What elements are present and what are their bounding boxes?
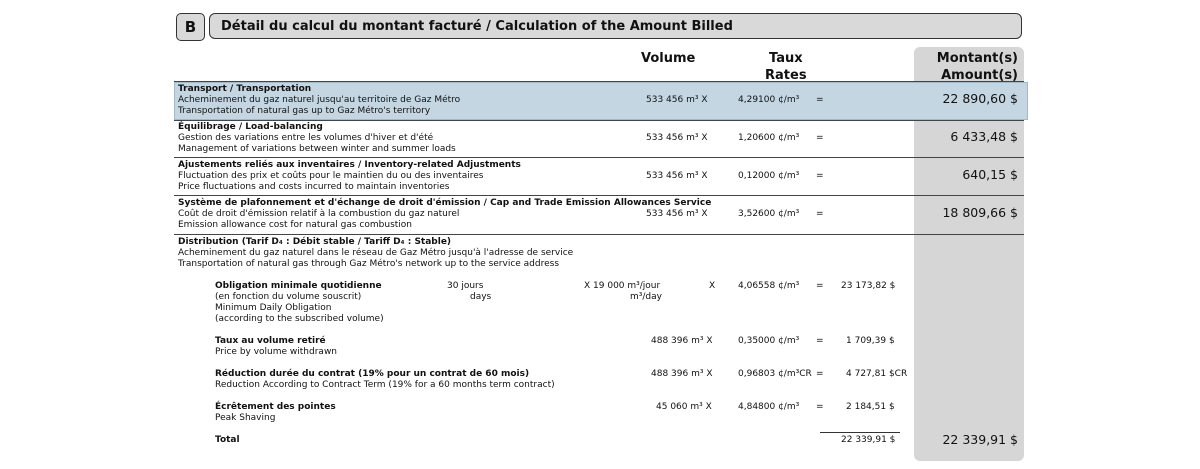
subtotal-rule (820, 432, 900, 433)
row-desc-fr: Coût de droit d'émission relatif à la combustion du gaz naturel (178, 209, 460, 219)
col-header-amount: Amount(s) (941, 68, 1018, 83)
col-header-volume: Volume (641, 51, 696, 66)
row-amount: 6 433,48 $ (950, 129, 1018, 144)
row-amount: 22 890,60 $ (942, 91, 1018, 106)
obligation-subtotal: 23 173,82 $ (841, 281, 896, 291)
divider (174, 120, 1024, 121)
item-desc: Price by volume withdrawn (215, 347, 338, 357)
item-rate: 4,84800 ¢/m³ (738, 402, 800, 412)
row-desc-en: Transportation of natural gas up to Gaz Métro's territory (178, 106, 431, 116)
obligation-desc: (according to the subscribed volume) (215, 314, 384, 324)
item-rate: 0,35000 ¢/m³ (738, 336, 800, 346)
item-title: Réduction durée du contrat (19% pour un contrat de 60 mois) (215, 369, 530, 379)
total-amount: 22 339,91 $ (942, 432, 1018, 447)
divider (174, 195, 1024, 196)
obligation-desc: (en fonction du volume souscrit) (215, 292, 362, 302)
row-equals: = (816, 95, 824, 105)
row-title: Équilibrage / Load-balancing (178, 122, 323, 132)
section-badge: B (176, 13, 205, 41)
obligation-days: days (470, 292, 492, 302)
item-volume: 488 396 m³ X (651, 369, 713, 379)
row-equals: = (816, 209, 824, 219)
item-subtotal: 2 184,51 $ (846, 402, 895, 412)
total-label: Total (215, 435, 240, 445)
section-title: Détail du calcul du montant facturé / Calculation of the Amount Billed (221, 18, 733, 34)
item-volume: 488 396 m³ X (651, 336, 713, 346)
row-title: Système de plafonnement et d'échange de droit d'émission / Cap and Trade Emission Allowances Service (178, 198, 712, 208)
row-title: Transport / Transportation (178, 84, 312, 94)
row-desc-en: Management of variations between winter and summer loads (178, 144, 456, 154)
row-rate: 0,12000 ¢/m³ (738, 171, 800, 181)
distribution-title: Distribution (Tarif D₄ : Débit stable / Tariff D₄ : Stable) (178, 237, 452, 247)
item-equals: = (816, 336, 824, 346)
row-rate: 1,20600 ¢/m³ (738, 133, 800, 143)
obligation-desc: Minimum Daily Obligation (215, 303, 332, 313)
item-title: Taux au volume retiré (215, 336, 326, 346)
row-rate: 4,29100 ¢/m³ (738, 95, 800, 105)
row-desc-fr: Fluctuation des prix et coûts pour le maintien du ou des inventaires (178, 171, 484, 181)
col-header-taux: Taux (769, 51, 803, 66)
obligation-volume-unit: m³/day (630, 292, 662, 302)
row-volume: 533 456 m³ X (646, 209, 708, 219)
item-desc: Reduction According to Contract Term (19% for a 60 months term contract) (215, 380, 555, 390)
obligation-volume: X 19 000 m³/jour (584, 281, 661, 291)
row-title: Ajustements reliés aux inventaires / Inventory-related Adjustments (178, 160, 521, 170)
item-equals: = (816, 402, 824, 412)
col-header-rates: Rates (765, 68, 807, 83)
col-header-montant: Montant(s) (936, 51, 1018, 66)
row-volume: 533 456 m³ X (646, 95, 708, 105)
row-volume: 533 456 m³ X (646, 133, 708, 143)
obligation-rate: 4,06558 ¢/m³ (738, 281, 800, 291)
row-amount: 18 809,66 $ (942, 205, 1018, 220)
item-volume: 45 060 m³ X (656, 402, 712, 412)
row-desc-en: Emission allowance cost for natural gas combustion (178, 220, 412, 230)
row-equals: = (816, 133, 824, 143)
distribution-desc-fr: Acheminement du gaz naturel dans le réseau de Gaz Métro jusqu'à l'adresse de service (178, 248, 574, 258)
item-rate: 0,96803 ¢/m³CR (738, 369, 812, 379)
divider (174, 157, 1024, 158)
obligation-title: Obligation minimale quotidienne (215, 281, 382, 291)
obligation-jours: 30 jours (447, 281, 484, 291)
item-subtotal: 4 727,81 $CR (846, 369, 908, 379)
row-equals: = (816, 171, 824, 181)
total-subtotal: 22 339,91 $ (841, 435, 896, 445)
row-rate: 3,52600 ¢/m³ (738, 209, 800, 219)
divider (174, 81, 1024, 82)
item-equals: = (816, 369, 824, 379)
row-desc-fr: Gestion des variations entre les volumes d'hiver et d'été (178, 133, 434, 143)
item-desc: Peak Shaving (215, 413, 276, 423)
item-subtotal: 1 709,39 $ (846, 336, 895, 346)
item-title: Écrêtement des pointes (215, 402, 336, 412)
row-desc-fr: Acheminement du gaz naturel jusqu'au territoire de Gaz Métro (178, 95, 461, 105)
row-desc-en: Price fluctuations and costs incurred to maintain inventories (178, 182, 450, 192)
divider (174, 234, 1024, 235)
obligation-equals: = (816, 281, 824, 291)
obligation-x: X (709, 281, 716, 291)
section-title-bar (209, 13, 1022, 39)
row-volume: 533 456 m³ X (646, 171, 708, 181)
distribution-desc-en: Transportation of natural gas through Gaz Métro's network up to the service address (178, 259, 560, 269)
row-amount: 640,15 $ (962, 167, 1018, 182)
